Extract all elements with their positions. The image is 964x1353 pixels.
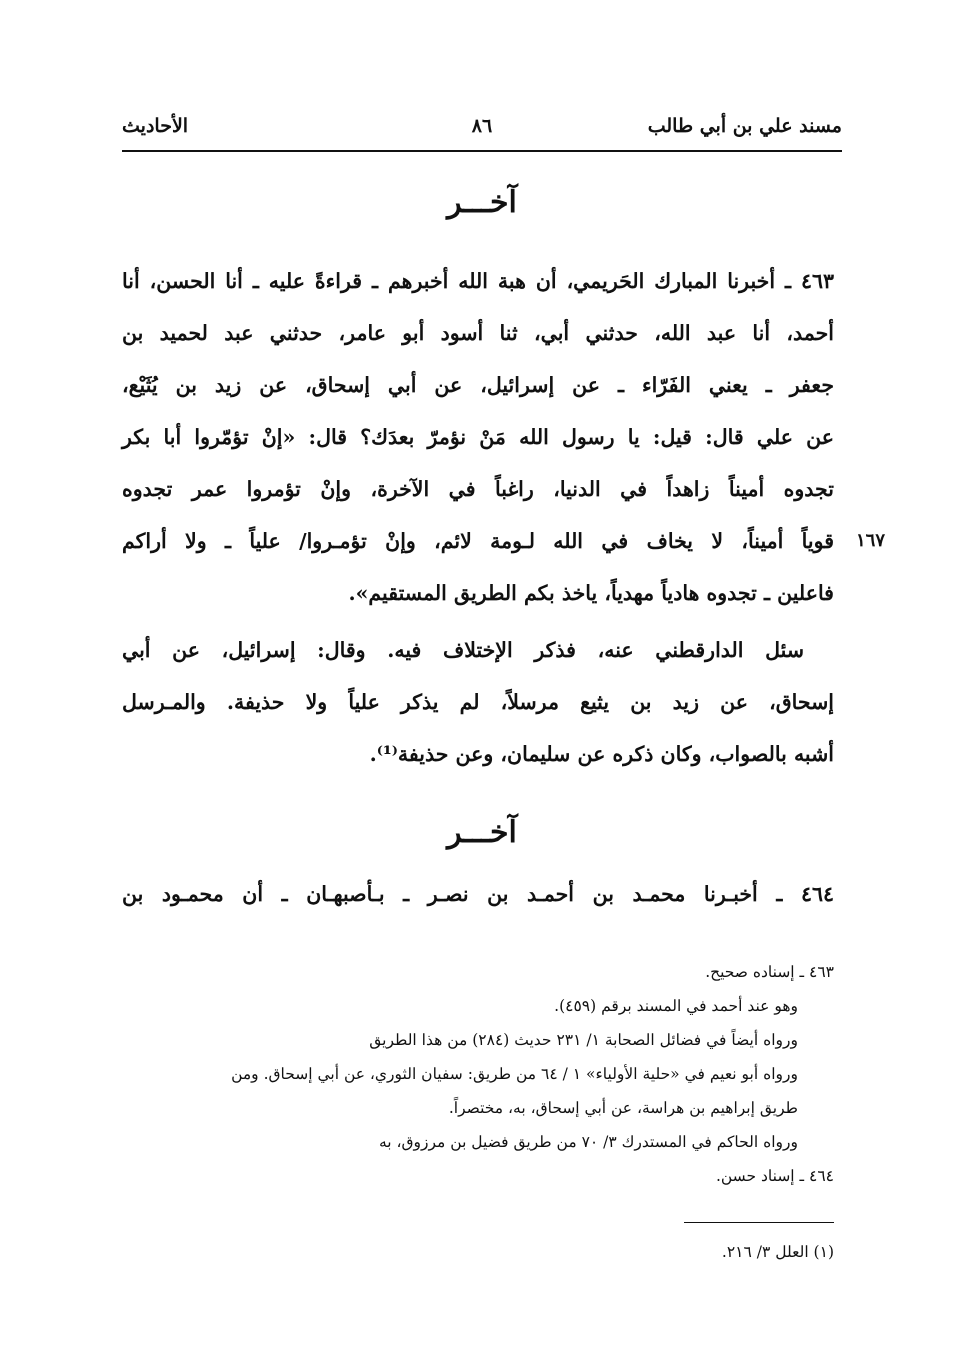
running-header xyxy=(122,115,842,149)
notes-section xyxy=(122,955,834,1193)
text-line: أشبه بالصواب، وكان ذكره عن سليمان، وعن حذيفة⁽¹⁾. xyxy=(369,742,834,766)
book-title: مسند علي بن أبي طالب xyxy=(647,115,842,137)
text-line: سئل الدارقطني عنه، فذكر الإختلاف فيه. وقال: إسرائيل، عن أبي xyxy=(122,638,804,662)
hadith-463-text xyxy=(122,255,834,619)
daraqutni-comment xyxy=(122,624,834,780)
note-line: ٤٦٣ ـ إسناده صحيح. xyxy=(705,963,834,981)
text-line: تجدوه أميناً زاهداً في الدنيا، راغباً في الآخرة، وإنْ تؤمروا عمر تجدوه xyxy=(122,477,834,501)
footnote: (١) العلل ٣/ ٢١٦. xyxy=(721,1243,834,1261)
text-line: قوياً أميناً، لا يخاف في الله لـومة لائم، وإنْ تؤمـروا/ علياً ـ ولا أراكم xyxy=(122,529,834,553)
text-line: عن علي قال: قيل: يا رسول الله مَنْ نؤمرّ بعدَك؟ قال: «إنْ تؤمّروا أبا بكر xyxy=(122,425,834,449)
text-line: فاعلين ـ تجدوه هادياً مهدياً، ياخذ بكم الطريق المستقيم». xyxy=(348,581,834,605)
footnote-rule xyxy=(684,1222,834,1223)
section-title: الأحاديث xyxy=(122,115,189,137)
margin-page-number: ١٦٧ xyxy=(856,530,886,551)
text-line: إسحاق، عن زيد بن يثيع مرسلاً، لم يذكر علياً ولا حذيفة. والمـرسل xyxy=(122,690,834,714)
text-line: ٤٦٤ ـ أخبـرنا محمـد بن أحمـد بن نصـر ـ بـأصبهـان ـ أن محمـود بن xyxy=(122,882,834,906)
text-line: جعفر ـ يعني الفَرّاء ـ عن إسرائيل، عن أبي إسحاق، عن زيد بن يُثَيْع، xyxy=(122,373,834,397)
note-line: طريق إبراهيم بن هراسة، عن أبي إسحاق، به، مختصراً. xyxy=(448,1099,798,1117)
hadith-464-text xyxy=(122,868,834,920)
note-line: ورواه أيضاً في فضائل الصحابة ١/ ٢٣١ حديث (٢٨٤) من هذا الطريق xyxy=(369,1031,798,1049)
text-line: أحمد، أنا عبد الله، حدثني أبي، ثنا أسود أبو عامر، حدثني عبد لحميد بن xyxy=(122,321,834,345)
hadith-463-heading: آخـــر xyxy=(447,185,517,220)
note-line: ورواه أبو نعيم في «حلية الأولياء» ١ / ٦٤ من طريق: سفيان الثوري، عن أبي إسحاق. ومن xyxy=(231,1065,798,1083)
hadith-464-heading: آخـــر xyxy=(447,815,517,850)
note-line: وهو عند أحمد في المسند برقم (٤٥٩). xyxy=(554,997,798,1015)
note-line: ٤٦٤ ـ إسناد حسن. xyxy=(715,1167,834,1185)
header-rule xyxy=(122,150,842,152)
note-line: ورواه الحاكم في المستدرك ٣/ ٧٠ من طريق فضيل بن مرزوق، به xyxy=(378,1133,798,1151)
text-line: ٤٦٣ ـ أخبرنا المبارك الحَريمي، أن هبة الله أخبرهم ـ قراءةً عليه ـ أنا الحسن، أنا xyxy=(122,269,834,293)
page-number: ٨٦ xyxy=(471,115,493,137)
